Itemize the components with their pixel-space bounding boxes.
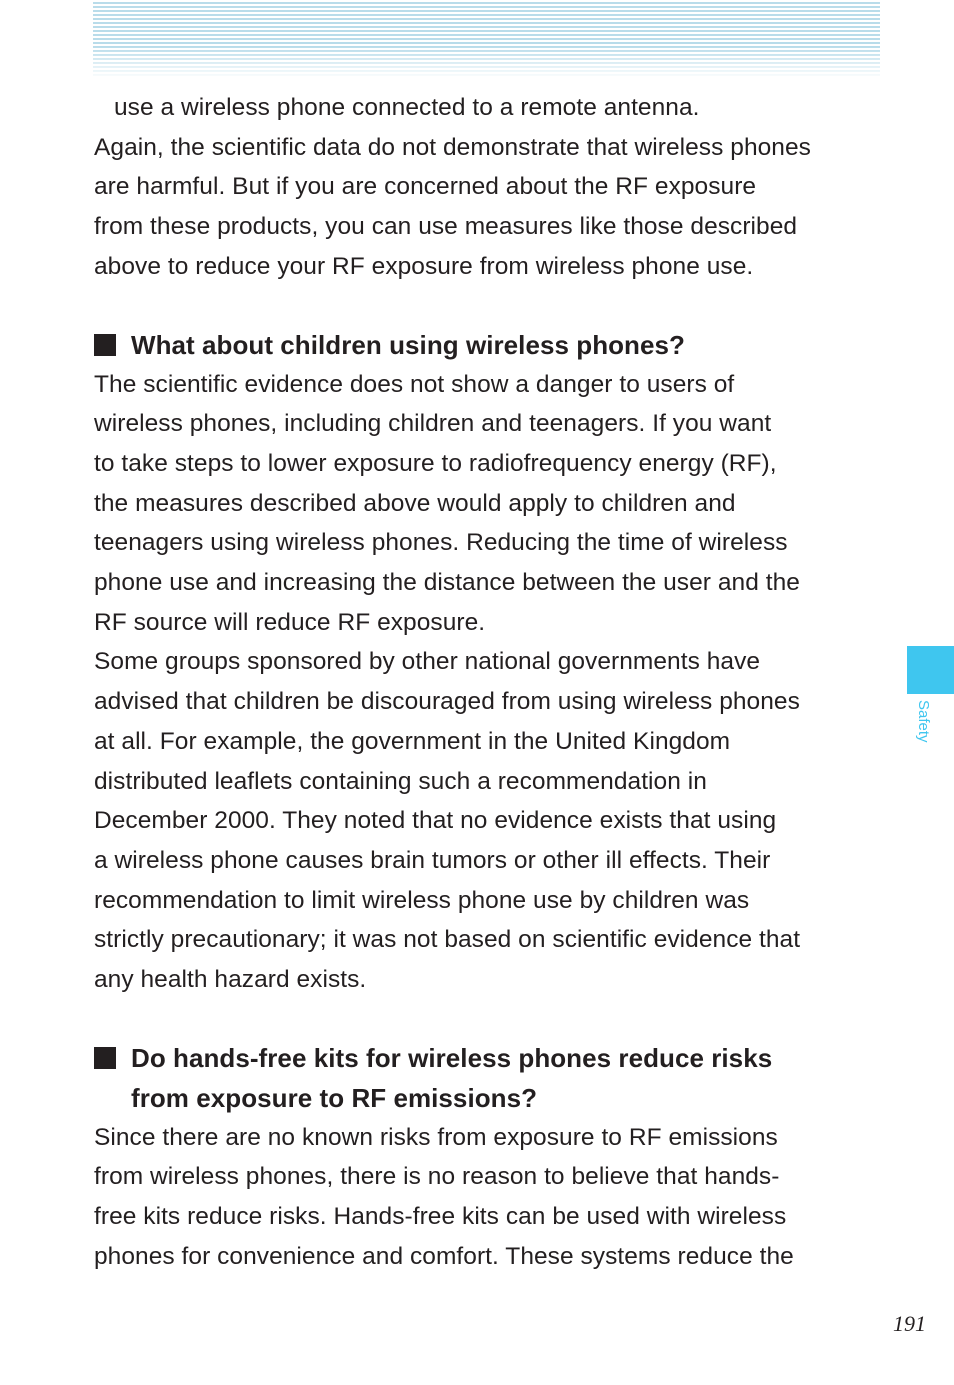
text-line: a wireless phone causes brain tumors or other ill effects. Their — [94, 846, 771, 874]
text-line: phones for convenience and comfort. These systems reduce the — [94, 1242, 794, 1270]
hands-free-paragraph — [94, 1118, 884, 1277]
text-line: any health hazard exists. — [94, 966, 367, 994]
text-line: strictly precautionary; it was not based on scientific evidence that — [94, 926, 801, 954]
text-line: phone use and increasing the distance between the user and the — [94, 569, 800, 597]
header-stripe-band — [93, 2, 880, 76]
text-line: The scientific evidence does not show a danger to users of — [94, 370, 735, 398]
heading-line: Do hands-free kits for wireless phones reduce risks — [131, 1042, 773, 1073]
children-paragraph-2 — [94, 642, 884, 999]
continued-line: use a wireless phone connected to a remote antenna. — [114, 94, 700, 121]
page-number: 191 — [893, 1311, 926, 1336]
text-line: to take steps to lower exposure to radiofrequency energy (RF), — [94, 449, 777, 477]
text-line: above to reduce your RF exposure from wireless phone use. — [94, 252, 754, 280]
section-heading-hands-free — [94, 1038, 884, 1118]
section-tab-label: Safety — [915, 700, 932, 743]
square-bullet-icon — [94, 1047, 116, 1069]
intro-paragraph — [94, 128, 884, 287]
text-line: distributed leaflets containing such a recommendation in — [94, 767, 707, 795]
text-line: teenagers using wireless phones. Reducing the time of wireless — [94, 529, 788, 557]
section-heading-children — [94, 325, 884, 365]
text-line: the measures described above would apply to children and — [94, 489, 736, 517]
text-line: recommendation to limit wireless phone use by children was — [94, 886, 750, 914]
text-line: Some groups sponsored by other national governments have — [94, 648, 761, 676]
text-line: from wireless phones, there is no reason to believe that hands- — [94, 1163, 780, 1191]
text-line: advised that children be discouraged from using wireless phones — [94, 688, 800, 716]
heading-line: from exposure to RF emissions? — [131, 1082, 538, 1113]
text-line: free kits reduce risks. Hands-free kits can be used with wireless — [94, 1203, 787, 1231]
section-tab-marker — [907, 646, 954, 694]
text-line: from these products, you can use measures like those described — [94, 213, 798, 241]
page-content — [94, 88, 884, 1277]
text-line: Since there are no known risks from exposure to RF emissions — [94, 1123, 778, 1151]
square-bullet-icon — [94, 334, 116, 356]
text-line: at all. For example, the government in the United Kingdom — [94, 727, 731, 755]
text-line: wireless phones, including children and teenagers. If you want — [94, 410, 772, 438]
heading-line: What about children using wireless phones? — [131, 329, 685, 360]
children-paragraph-1 — [94, 365, 884, 643]
text-line: Again, the scientific data do not demonstrate that wireless phones — [94, 133, 811, 161]
text-line: are harmful. But if you are concerned about the RF exposure — [94, 173, 757, 201]
text-line: RF source will reduce RF exposure. — [94, 608, 486, 636]
text-line: December 2000. They noted that no evidence exists that using — [94, 807, 777, 835]
